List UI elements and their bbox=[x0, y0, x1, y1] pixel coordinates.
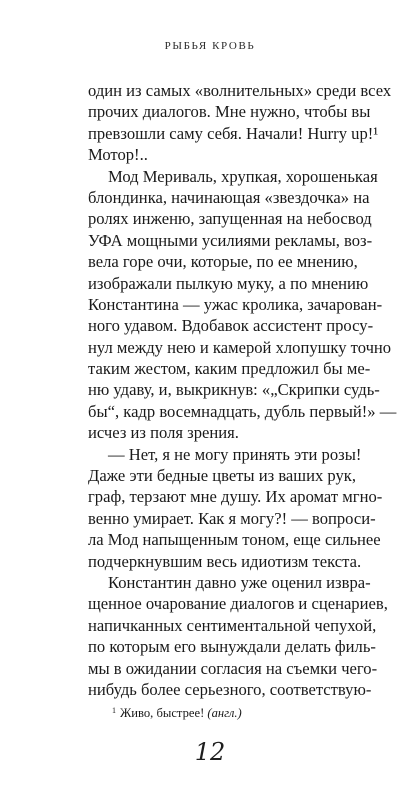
running-head: РЫБЬЯ КРОВЬ bbox=[164, 40, 256, 52]
text-line: мы в ожидании согласия на съемки чего- bbox=[88, 658, 378, 678]
footnote-text: Живо, быстрее! bbox=[120, 706, 205, 720]
text-line: подчеркнувшим весь идиотизм текста. bbox=[88, 551, 362, 571]
text-line: напичканных сентиментальной чепухой, bbox=[88, 615, 377, 635]
text-line: — Нет, я не могу принять эти розы! bbox=[108, 444, 362, 464]
footnote bbox=[112, 706, 352, 721]
text-line: Мод Мериваль, хрупкая, хорошенькая bbox=[108, 166, 378, 186]
text-line: УФА мощными усилиями рекламы, воз- bbox=[88, 230, 373, 250]
footnote-marker: 1 bbox=[112, 706, 116, 715]
text-line: превзошли саму себя. Начали! Hurry up!¹ bbox=[88, 123, 379, 143]
text-line: по которым его вынуждали делать филь- bbox=[88, 637, 376, 657]
text-line: изображали пылкую муку, а по мнению bbox=[88, 273, 369, 293]
text-line: нул между нею и камерой хлопушку точно bbox=[88, 337, 392, 357]
text-line: венно умирает. Как я могу?! — вопроси- bbox=[88, 508, 376, 528]
text-line: блондинка, начинающая «звездочка» на bbox=[88, 187, 370, 207]
text-line: исчез из поля зрения. bbox=[88, 423, 239, 443]
text-line: ла Мод напыщенным тоном, еще сильнее bbox=[88, 530, 381, 550]
text-line: бы“, кадр восемнадцать, дубль первый!» — bbox=[88, 401, 397, 421]
text-line: ного удавом. Вдобавок ассистент просу- bbox=[88, 316, 374, 336]
text-line: щенное очарование диалогов и сценариев, bbox=[88, 594, 388, 614]
text-line: один из самых «волнительных» среди всех bbox=[88, 81, 392, 100]
text-line: вела горе очи, которые, по ее мнению, bbox=[88, 252, 358, 272]
text-line: ролях инженю, запущенная на небосвод bbox=[88, 209, 372, 229]
text-line: Мотор!.. bbox=[88, 145, 148, 165]
text-line: нибудь более серьезного, соответствую- bbox=[88, 679, 372, 699]
text-line: Даже эти бедные цветы из ваших рук, bbox=[88, 466, 356, 486]
text-line: Константина — ужас кролика, зачарован- bbox=[88, 294, 383, 314]
text-line: Константин давно уже оценил извра- bbox=[108, 572, 371, 592]
text-line: граф, терзают мне душу. Их аромат мгно- bbox=[88, 487, 383, 507]
page-number: 12 bbox=[194, 738, 226, 766]
text-line: ню удаву, и, выкрикнув: «„Скрипки судь- bbox=[88, 380, 380, 400]
body-text bbox=[88, 80, 397, 700]
footnote-language-note: (англ.) bbox=[207, 706, 242, 720]
text-line: таким жестом, каким предложил бы ме- bbox=[88, 359, 371, 379]
text-line: прочих диалогов. Мне нужно, чтобы вы bbox=[88, 102, 371, 122]
